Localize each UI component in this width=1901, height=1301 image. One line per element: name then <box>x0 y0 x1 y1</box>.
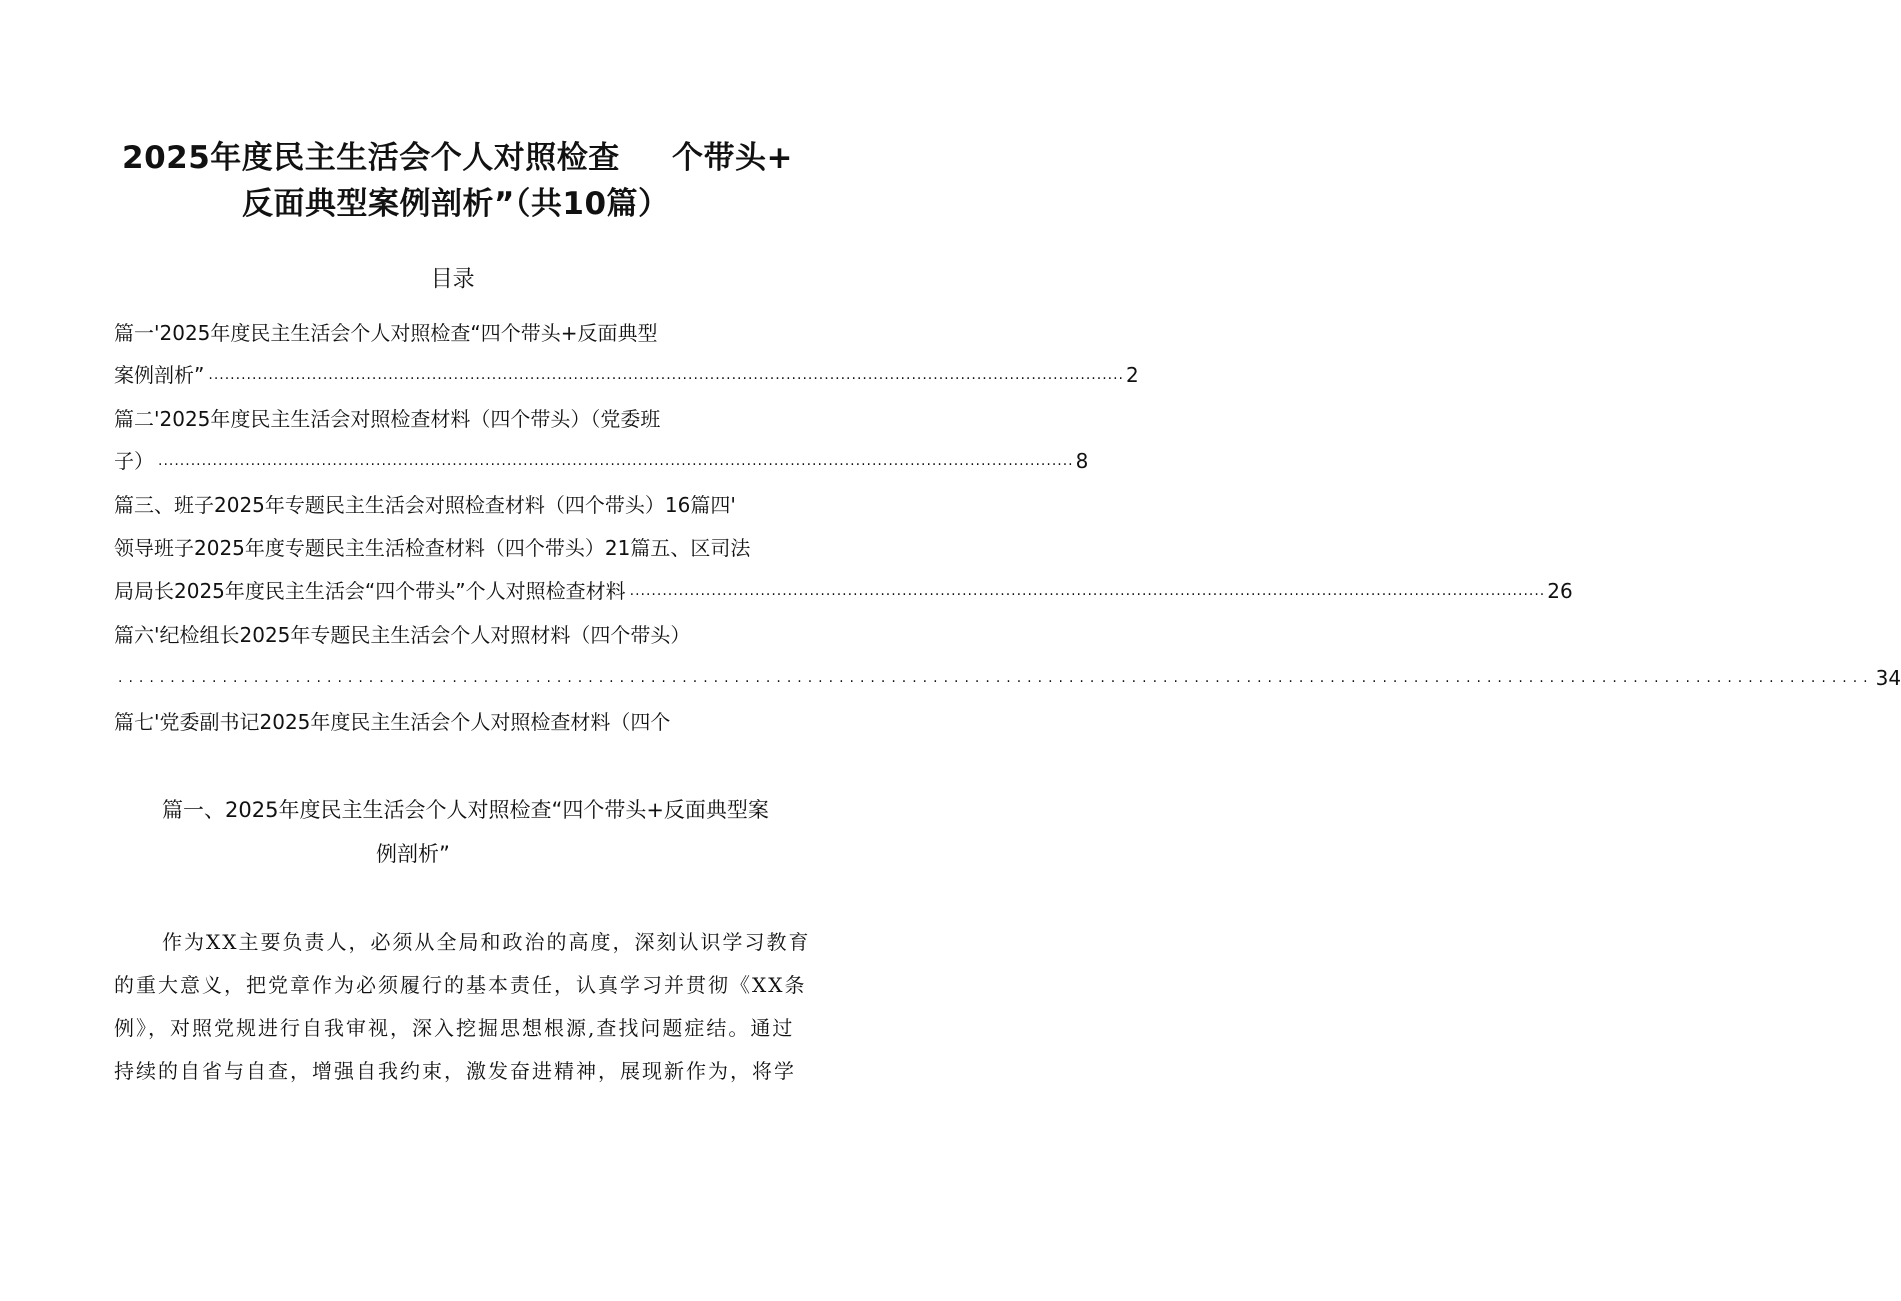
toc-leader-dots: ........................................................................................................................................................................ <box>629 583 1546 599</box>
body-line-3: 例》，对照党规进行自我审视，深入挖掘思想根源,查找问题症结。通过 <box>114 1016 795 1040</box>
toc-entry-5[interactable] <box>114 576 1573 606</box>
toc-page-number: 26 <box>1547 579 1573 603</box>
toc-leader-dots: ........................................................................................................................................................................ <box>158 453 1074 469</box>
toc-entry-2-line1[interactable]: 篇二'2025年度民主生活会对照检查材料（四个带头）（党委班 <box>114 407 661 431</box>
toc-entry-6-line1[interactable]: 篇六'纪检组长2025年专题民主生活会个人对照材料（四个带头） <box>114 623 691 647</box>
toc-entry-2-line2[interactable] <box>114 446 1089 476</box>
toc-entry-7[interactable]: 篇七'党委副书记2025年度民主生活会个人对照检查材料（四个 <box>114 710 671 734</box>
document-title-line2: 反面典型案例剖析”（共10篇） <box>242 186 670 222</box>
toc-entry-6-line2[interactable] <box>114 663 1901 693</box>
section-title-line2: 例剖析” <box>376 842 450 866</box>
toc-entry-4[interactable]: 领导班子2025年度专题民主生活检查材料（四个带头）21篇五、区司法 <box>114 536 751 560</box>
body-line-2: 的重大意义，把党章作为必须履行的基本责任，认真学习并贯彻《XX条 <box>114 973 807 997</box>
toc-entry-text: 子） <box>114 449 154 473</box>
document-title-line1-right: 个带头+ <box>672 140 793 176</box>
body-line-4: 持续的自省与自查，增强自我约束，激发奋进精神，展现新作为，将学 <box>114 1059 796 1083</box>
body-line-1: 作为XX主要负责人，必须从全局和政治的高度，深刻认识学习教育 <box>162 930 811 954</box>
toc-entry-3[interactable]: 篇三、班子2025年专题民主生活会对照检查材料（四个带头）16篇四' <box>114 493 736 517</box>
toc-page-number: 8 <box>1075 449 1089 473</box>
toc-entry-1-line1[interactable]: 篇一'2025年度民主生活会个人对照检查“四个带头+反面典型 <box>114 321 658 345</box>
toc-entry-1-line2[interactable] <box>114 360 1139 390</box>
toc-leader-dots: ........................................................................................................................................................................ <box>118 670 1874 686</box>
toc-leader-dots: ........................................................................................................................................................................ <box>208 367 1125 383</box>
toc-heading: 目录 <box>430 266 475 292</box>
toc-page-number: 2 <box>1126 363 1139 387</box>
toc-page-number: 34 <box>1875 666 1901 690</box>
toc-entry-text: 案例剖析” <box>114 363 205 387</box>
section-title-line1: 篇一、2025年度民主生活会个人对照检查“四个带头+反面典型案 <box>162 798 769 822</box>
document-title-line1-left: 2025年度民主生活会个人对照检查 <box>122 140 620 176</box>
toc-entry-text: 局局长2025年度民主生活会“四个带头”个人对照检查材料 <box>114 579 626 603</box>
